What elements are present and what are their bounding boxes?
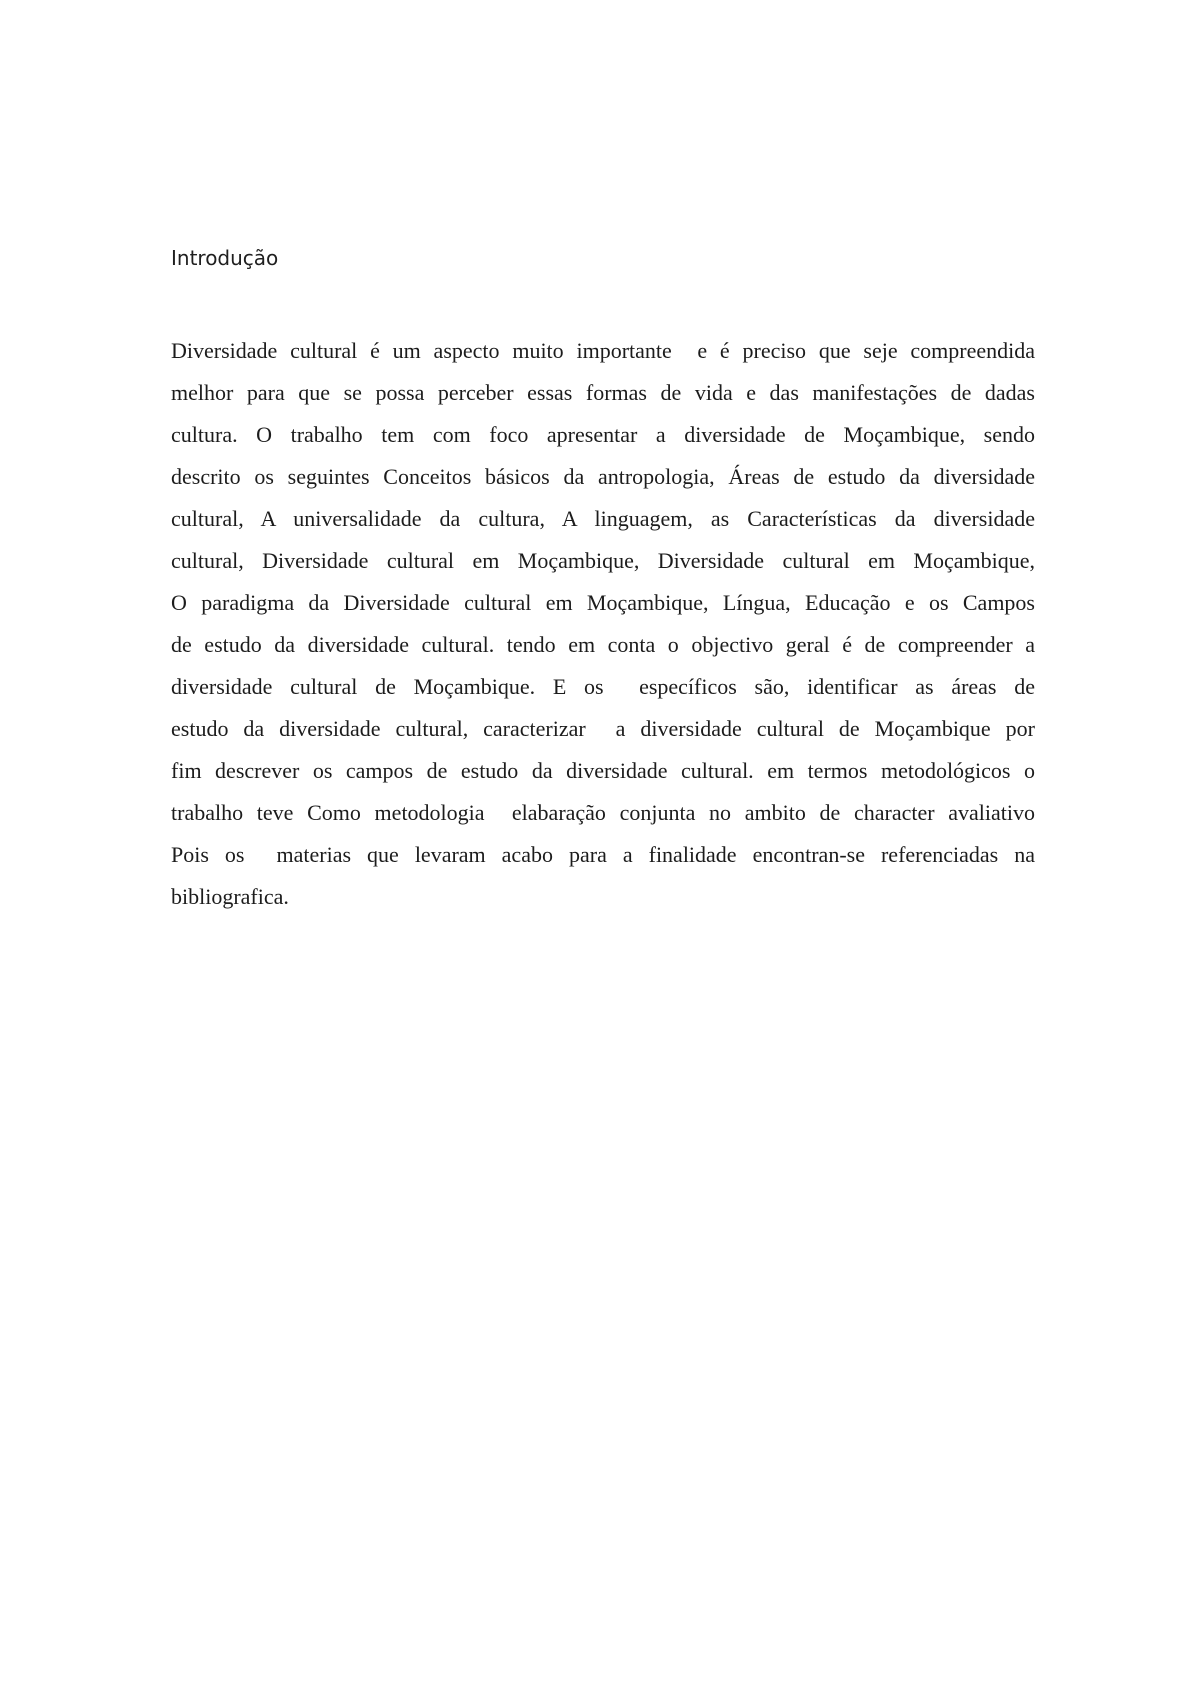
paragraph-line: fim descrever os campos de estudo da diversidade cultural. em termos metodológicos o: [171, 758, 1035, 783]
paragraph-line: O paradigma da Diversidade cultural em Moçambique, Língua, Educação e os Campos: [171, 590, 1035, 615]
paragraph-line: cultura. O trabalho tem com foco apresentar a diversidade de Moçambique, sendo: [171, 422, 1035, 447]
paragraph-line: descrito os seguintes Conceitos básicos da antropologia, Áreas de estudo da diversidade: [171, 464, 1035, 489]
paragraph-line: estudo da diversidade cultural, caracterizar a diversidade cultural de Moçambique por: [171, 716, 1035, 741]
introduction-paragraph: [171, 330, 1035, 918]
paragraph-line: trabalho teve Como metodologia elabaração conjunta no ambito de character avaliativo: [171, 800, 1035, 825]
paragraph-line: cultural, A universalidade da cultura, A linguagem, as Características da diversidade: [171, 506, 1035, 531]
paragraph-line: bibliografica.: [171, 884, 289, 909]
section-heading: Introdução: [171, 246, 279, 270]
paragraph-line: melhor para que se possa perceber essas formas de vida e das manifestações de dadas: [171, 380, 1035, 405]
paragraph-line: de estudo da diversidade cultural. tendo em conta o objectivo geral é de compreender a: [171, 632, 1035, 657]
paragraph-line: Diversidade cultural é um aspecto muito importante e é preciso que seje compreendida: [171, 338, 1035, 363]
paragraph-line: diversidade cultural de Moçambique. E os específicos são, identificar as áreas de: [171, 674, 1035, 699]
paragraph-line: cultural, Diversidade cultural em Moçambique, Diversidade cultural em Moçambique,: [171, 548, 1035, 573]
paragraph-line: Pois os materias que levaram acabo para a finalidade encontran-se referenciadas na: [171, 842, 1035, 867]
